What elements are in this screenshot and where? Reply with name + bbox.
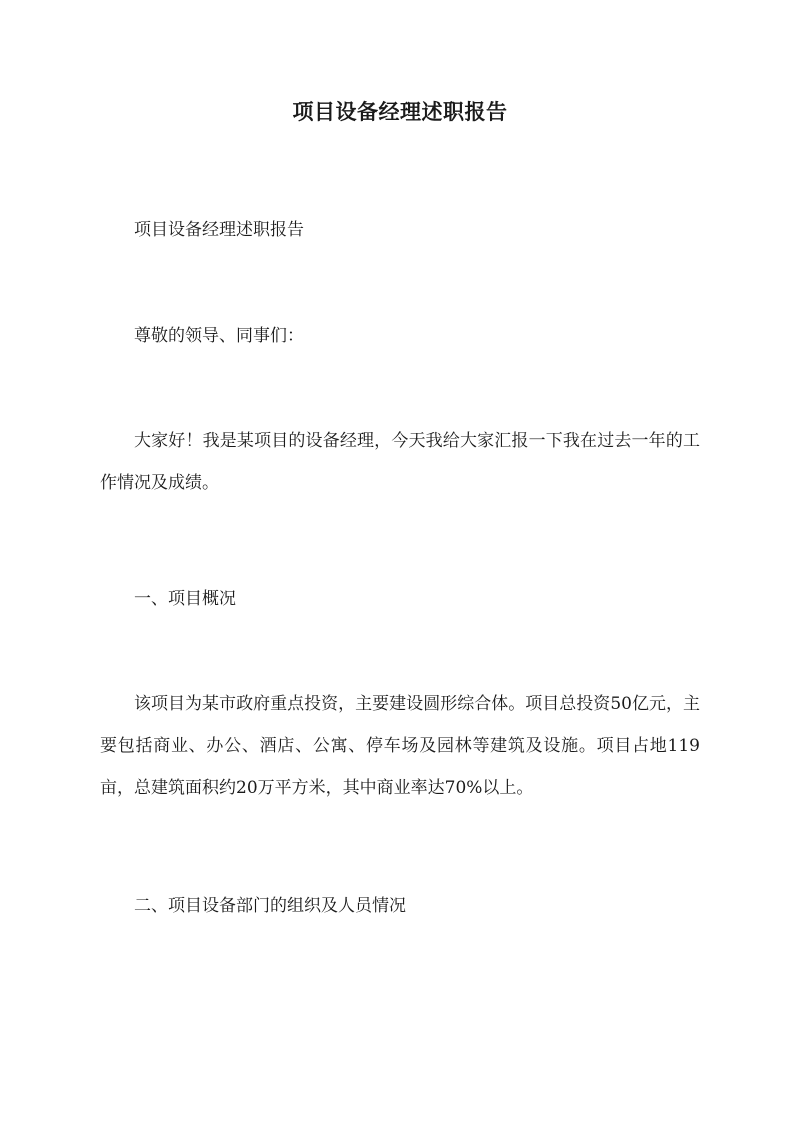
document-subtitle: 项目设备经理述职报告: [134, 220, 304, 240]
greeting-paragraph: 尊敬的领导、同事们：: [134, 326, 304, 346]
intro-paragraph: 大家好！我是某项目的设备经理，今天我给大家汇报一下我在过去一年的工作情况及成绩。: [100, 431, 700, 493]
section-heading-organization: 二、项目设备部门的组织及人员情况: [134, 896, 406, 916]
overview-paragraph: 该项目为某市政府重点投资，主要建设圆形综合体。项目总投资50亿元，主要包括商业、办公、酒店、公寓、停车场及园林等建筑及设施。项目占地119亩，总建筑面积约20万平方米，其中商业率达70%以上。: [100, 694, 700, 798]
document-title: 项目设备经理述职报告: [292, 99, 508, 124]
section-heading-overview: 一、项目概况: [134, 589, 236, 609]
